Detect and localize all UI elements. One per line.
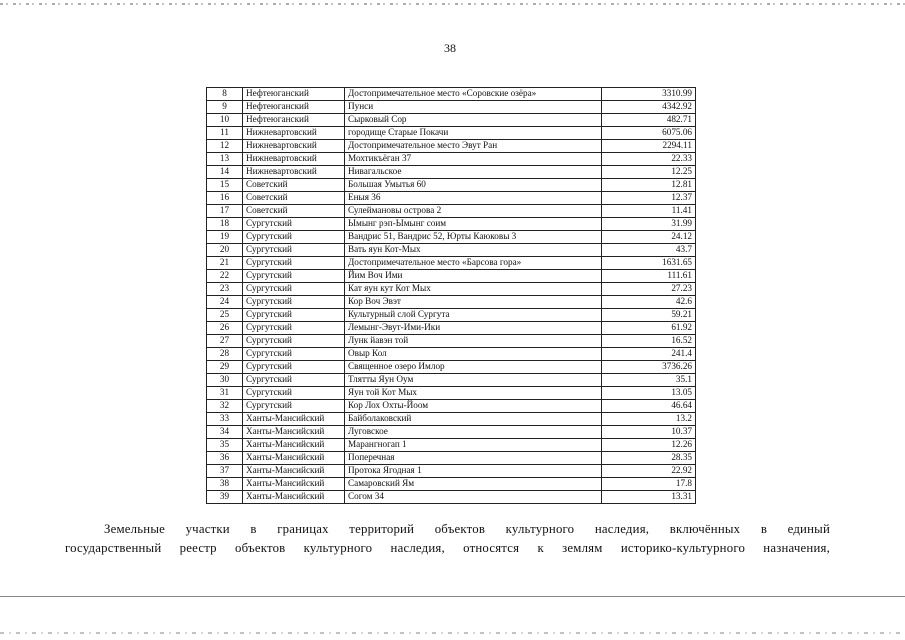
district-cell: Сургутский (243, 283, 345, 296)
area-cell: 241.4 (602, 348, 696, 361)
page-bottom-rule (0, 596, 905, 597)
district-cell: Нижневартовский (243, 153, 345, 166)
district-cell: Сургутский (243, 231, 345, 244)
table-row (207, 452, 696, 465)
area-cell: 16.52 (602, 335, 696, 348)
district-cell: Советский (243, 205, 345, 218)
table-row (207, 257, 696, 270)
row-number: 31 (207, 387, 243, 400)
district-cell: Советский (243, 192, 345, 205)
area-cell: 3736.26 (602, 361, 696, 374)
site-name-cell: Кор Воч Эвэт (345, 296, 602, 309)
area-cell: 61.92 (602, 322, 696, 335)
district-cell: Сургутский (243, 387, 345, 400)
district-cell: Ханты-Мансийский (243, 439, 345, 452)
table-row (207, 101, 696, 114)
table-row (207, 231, 696, 244)
table-row (207, 426, 696, 439)
table-row (207, 478, 696, 491)
table-row (207, 491, 696, 504)
district-cell: Сургутский (243, 374, 345, 387)
row-number: 12 (207, 140, 243, 153)
site-name-cell: Священное озеро Имлор (345, 361, 602, 374)
district-cell: Ханты-Мансийский (243, 478, 345, 491)
site-name-cell: Кор Лох Охты-Йоом (345, 400, 602, 413)
area-cell: 11.41 (602, 205, 696, 218)
table-row (207, 283, 696, 296)
table-row (207, 296, 696, 309)
site-name-cell: Марангногап 1 (345, 439, 602, 452)
site-name-cell: Ымынг рэп-Ымынг соим (345, 218, 602, 231)
area-cell: 12.26 (602, 439, 696, 452)
district-cell: Нефтеюганский (243, 88, 345, 101)
site-name-cell: Вать яун Кот-Мых (345, 244, 602, 257)
row-number: 33 (207, 413, 243, 426)
table-row (207, 127, 696, 140)
site-name-cell: Пунси (345, 101, 602, 114)
table-row (207, 166, 696, 179)
area-cell: 17.8 (602, 478, 696, 491)
site-name-cell: Тлятты Яун Оум (345, 374, 602, 387)
district-cell: Ханты-Мансийский (243, 465, 345, 478)
area-cell: 13.31 (602, 491, 696, 504)
site-name-cell: Самаровский Ям (345, 478, 602, 491)
scan-edge-bottom (0, 632, 905, 634)
district-cell: Нижневартовский (243, 127, 345, 140)
district-cell: Ханты-Мансийский (243, 452, 345, 465)
area-cell: 46.64 (602, 400, 696, 413)
district-cell: Ханты-Мансийский (243, 413, 345, 426)
row-number: 35 (207, 439, 243, 452)
area-cell: 6075.06 (602, 127, 696, 140)
row-number: 18 (207, 218, 243, 231)
area-cell: 27.23 (602, 283, 696, 296)
table-row (207, 114, 696, 127)
row-number: 13 (207, 153, 243, 166)
table-row (207, 309, 696, 322)
district-cell: Сургутский (243, 257, 345, 270)
district-cell: Сургутский (243, 244, 345, 257)
site-name-cell: Сырковый Сор (345, 114, 602, 127)
site-name-cell: Сулеймановы острова 2 (345, 205, 602, 218)
site-name-cell: Яун той Кот Мых (345, 387, 602, 400)
table-row (207, 400, 696, 413)
area-cell: 22.33 (602, 153, 696, 166)
row-number: 34 (207, 426, 243, 439)
area-cell: 35.1 (602, 374, 696, 387)
area-cell: 111.61 (602, 270, 696, 283)
table-row (207, 153, 696, 166)
row-number: 19 (207, 231, 243, 244)
table-row (207, 205, 696, 218)
row-number: 16 (207, 192, 243, 205)
district-cell: Нефтеюганский (243, 101, 345, 114)
area-cell: 10.37 (602, 426, 696, 439)
area-cell: 13.2 (602, 413, 696, 426)
site-name-cell: Протока Ягодная 1 (345, 465, 602, 478)
scan-edge-top (0, 3, 905, 5)
area-cell: 13.05 (602, 387, 696, 400)
row-number: 10 (207, 114, 243, 127)
district-cell: Сургутский (243, 322, 345, 335)
site-name-cell: Нивагальское (345, 166, 602, 179)
table-row (207, 439, 696, 452)
district-cell: Советский (243, 179, 345, 192)
site-name-cell: Лемынг-Эвут-Ими-Ики (345, 322, 602, 335)
row-number: 14 (207, 166, 243, 179)
area-cell: 28.35 (602, 452, 696, 465)
district-cell: Сургутский (243, 270, 345, 283)
area-cell: 12.25 (602, 166, 696, 179)
area-cell: 12.81 (602, 179, 696, 192)
row-number: 36 (207, 452, 243, 465)
district-cell: Сургутский (243, 218, 345, 231)
row-number: 24 (207, 296, 243, 309)
district-cell: Нижневартовский (243, 140, 345, 153)
district-cell: Сургутский (243, 348, 345, 361)
paragraph-line-2: государственный реестр объектов культурного наследия, относятся к землям историко-культурного назначения, (65, 541, 830, 555)
district-cell: Ханты-Мансийский (243, 426, 345, 439)
table-row (207, 361, 696, 374)
site-name-cell: Достопримечательное место «Барсова гора» (345, 257, 602, 270)
row-number: 37 (207, 465, 243, 478)
site-name-cell: Йим Воч Ими (345, 270, 602, 283)
paragraph-line-1: Земельные участки в границах территорий объектов культурного наследия, включённых в единый (104, 522, 830, 536)
page-number: 38 (444, 41, 456, 55)
district-cell: Сургутский (243, 400, 345, 413)
district-cell: Сургутский (243, 296, 345, 309)
row-number: 25 (207, 309, 243, 322)
site-name-cell: Вандрис 51, Вандрис 52, Юрты Каюковы 3 (345, 231, 602, 244)
district-cell: Ханты-Мансийский (243, 491, 345, 504)
row-number: 38 (207, 478, 243, 491)
area-cell: 12.37 (602, 192, 696, 205)
district-cell: Сургутский (243, 309, 345, 322)
area-cell: 1631.65 (602, 257, 696, 270)
table-row (207, 348, 696, 361)
site-name-cell: Байболаковский (345, 413, 602, 426)
site-name-cell: Поперечная (345, 452, 602, 465)
site-name-cell: Достопримечательное место «Соровские озёра» (345, 88, 602, 101)
site-name-cell: Луговское (345, 426, 602, 439)
area-cell: 22.92 (602, 465, 696, 478)
table-row (207, 413, 696, 426)
area-cell: 24.12 (602, 231, 696, 244)
site-name-cell: Еныя 36 (345, 192, 602, 205)
table-row (207, 270, 696, 283)
heritage-sites-table (206, 87, 696, 504)
row-number: 23 (207, 283, 243, 296)
area-cell: 43.7 (602, 244, 696, 257)
area-cell: 4342.92 (602, 101, 696, 114)
district-cell: Сургутский (243, 361, 345, 374)
table-row (207, 387, 696, 400)
row-number: 26 (207, 322, 243, 335)
site-name-cell: Мохтикъёган 37 (345, 153, 602, 166)
row-number: 15 (207, 179, 243, 192)
row-number: 30 (207, 374, 243, 387)
row-number: 29 (207, 361, 243, 374)
row-number: 11 (207, 127, 243, 140)
table-body (207, 88, 696, 504)
site-name-cell: городище Старые Покачи (345, 127, 602, 140)
site-name-cell: Овыр Кол (345, 348, 602, 361)
table-row (207, 179, 696, 192)
area-cell: 31.99 (602, 218, 696, 231)
table-row (207, 88, 696, 101)
site-name-cell: Согом 34 (345, 491, 602, 504)
site-name-cell: Достопримечательное место Эвут Ран (345, 140, 602, 153)
table-row (207, 218, 696, 231)
table-row (207, 140, 696, 153)
district-cell: Нефтеюганский (243, 114, 345, 127)
district-cell: Нижневартовский (243, 166, 345, 179)
row-number: 32 (207, 400, 243, 413)
district-cell: Сургутский (243, 335, 345, 348)
row-number: 17 (207, 205, 243, 218)
row-number: 28 (207, 348, 243, 361)
area-cell: 482.71 (602, 114, 696, 127)
table-row (207, 465, 696, 478)
row-number: 20 (207, 244, 243, 257)
area-cell: 42.6 (602, 296, 696, 309)
row-number: 39 (207, 491, 243, 504)
row-number: 8 (207, 88, 243, 101)
table-row (207, 244, 696, 257)
site-name-cell: Культурный слой Сургута (345, 309, 602, 322)
row-number: 9 (207, 101, 243, 114)
area-cell: 59.21 (602, 309, 696, 322)
row-number: 22 (207, 270, 243, 283)
site-name-cell: Лунк йавэн той (345, 335, 602, 348)
table-row (207, 374, 696, 387)
area-cell: 2294.11 (602, 140, 696, 153)
table-row (207, 192, 696, 205)
row-number: 21 (207, 257, 243, 270)
table-row (207, 322, 696, 335)
area-cell: 3310.99 (602, 88, 696, 101)
site-name-cell: Большая Умытья 60 (345, 179, 602, 192)
row-number: 27 (207, 335, 243, 348)
table-row (207, 335, 696, 348)
site-name-cell: Кат яун кут Кот Мых (345, 283, 602, 296)
